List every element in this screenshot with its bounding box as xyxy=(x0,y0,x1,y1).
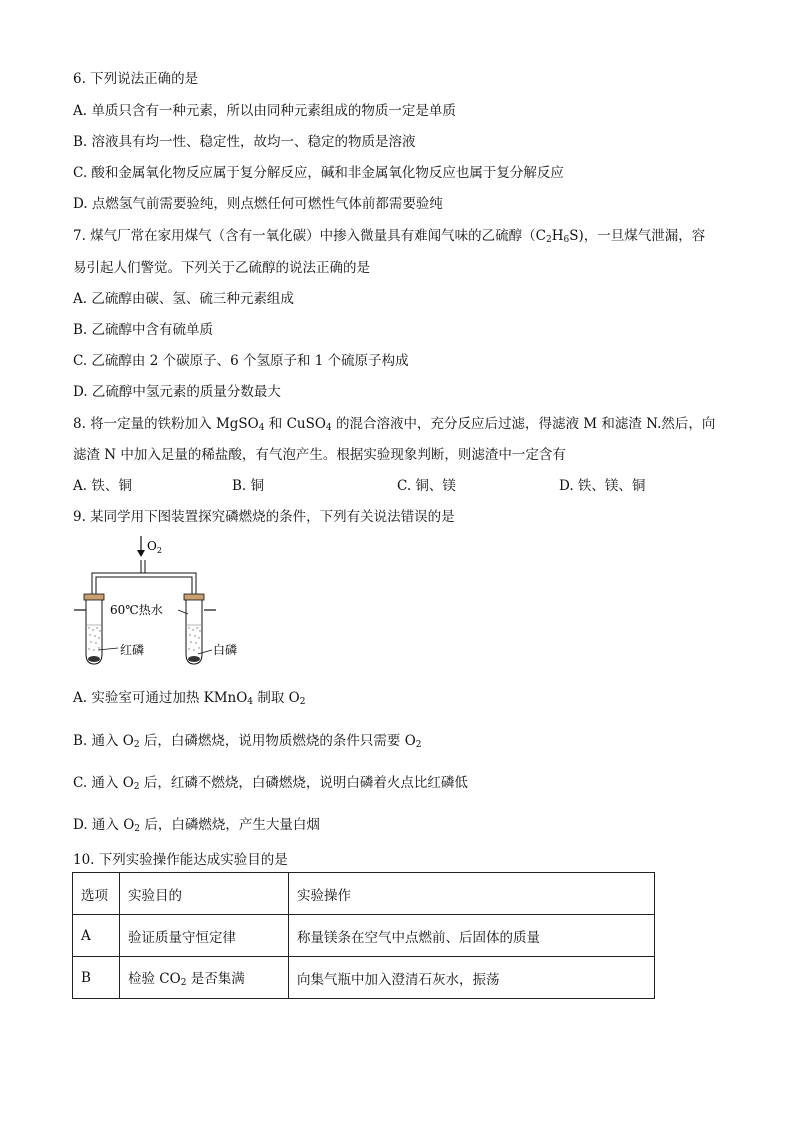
q9-d-text-pre: D. 通入 O xyxy=(73,817,135,833)
row-b-operation: 向集气瓶中加入澄清石灰水，振荡 xyxy=(289,957,655,999)
table-header-row xyxy=(73,873,655,915)
row-b-goal-sub: 2 xyxy=(180,978,187,988)
header-operation: 实验操作 xyxy=(289,873,655,915)
q8-option-c: C. 铜、镁 xyxy=(397,478,456,494)
red-phosphorus-label: 红磷 xyxy=(120,643,145,657)
q8-option-d: D. 铁、镁、铜 xyxy=(559,478,646,494)
q9-b-sub2: 2 xyxy=(415,740,422,750)
hot-water-label: 60℃热水 xyxy=(110,603,163,617)
q10-experiment-table xyxy=(72,872,655,999)
q9-b-sub: 2 xyxy=(133,740,140,750)
row-a-option: A xyxy=(73,915,120,957)
q7-stem-line1 xyxy=(73,224,705,245)
q9-option-a xyxy=(73,686,305,707)
q7-option-c: C. 乙硫醇由 2 个碳原子、6 个氢原子和 1 个硫原子构成 xyxy=(73,353,409,369)
q8-mgso4-sub: 4 xyxy=(258,423,265,433)
q7-stem-line2: 易引起人们警觉。下列关于乙硫醇的说法正确的是 xyxy=(73,260,370,276)
q9-stem: 9. 某同学用下图装置探究磷燃烧的条件，下列有关说法错误的是 xyxy=(73,509,455,525)
header-option: 选项 xyxy=(73,873,120,915)
table-row xyxy=(73,957,655,999)
row-b-goal-pre: 检验 CO xyxy=(128,971,181,987)
row-a-operation: 称量镁条在空气中点燃前、后固体的质量 xyxy=(289,915,655,957)
q6-stem: 6. 下列说法正确的是 xyxy=(73,71,199,87)
q6-option-c: C. 酸和金属氧化物反应属于复分解反应，碱和非金属氧化物反应也属于复分解反应 xyxy=(73,165,564,181)
q7-option-b: B. 乙硫醇中含有硫单质 xyxy=(73,322,214,338)
q8-stem-line1 xyxy=(73,412,715,433)
white-phosphorus-label: 白磷 xyxy=(213,643,238,657)
q8-cuso4-sub: 4 xyxy=(325,423,332,433)
row-b-option: B xyxy=(73,957,120,999)
q7-stem-text-a: 7. 煤气厂常在家用煤气（含有一氧化碳）中掺入微量具有难闻气味的乙硫醇（C xyxy=(73,228,546,244)
q7-option-a: A. 乙硫醇由碳、氢、硫三种元素组成 xyxy=(73,291,294,307)
q7-option-d: D. 乙硫醇中氢元素的质量分数最大 xyxy=(73,384,281,400)
q9-b-text-pre: B. 通入 O xyxy=(73,733,134,749)
row-b-goal xyxy=(120,957,289,999)
q9-a-sub2: 2 xyxy=(299,697,306,707)
q9-c-sub: 2 xyxy=(133,782,140,792)
q6-option-b: B. 溶液具有均一性、稳定性，故均一、稳定的物质是溶液 xyxy=(73,134,416,150)
q9-d-text-mid: 后，白磷燃烧，产生大量白烟 xyxy=(140,817,320,833)
row-b-goal-post: 是否集满 xyxy=(186,971,245,987)
table-row xyxy=(73,915,655,957)
q8-stem-text-a: 8. 将一定量的铁粉加入 MgSO xyxy=(73,416,259,432)
q6-option-a: A. 单质只含有一种元素，所以由同种元素组成的物质一定是单质 xyxy=(73,103,456,119)
q8-stem-text-b: 和 CuSO xyxy=(264,416,326,432)
phosphorus-combustion-apparatus xyxy=(70,532,260,674)
row-a-goal: 验证质量守恒定律 xyxy=(120,915,289,957)
q10-stem: 10. 下列实验操作能达成实验目的是 xyxy=(73,852,288,868)
q8-stem-line2: 滤渣 N 中加入足量的稀盐酸，有气泡产生。根据实验现象判断，则滤渣中一定含有 xyxy=(73,447,566,463)
q7-formula-sub-h: 6 xyxy=(563,235,570,245)
q9-a-text-pre: A. 实验室可通过加热 KMnO xyxy=(73,690,248,706)
q7-stem-text-c: S)，一旦煤气泄漏，容 xyxy=(569,228,706,244)
q9-a-sub: 4 xyxy=(247,697,254,707)
o2-label: $O_2$ xyxy=(147,539,162,555)
q8-option-b: B. 铜 xyxy=(232,478,265,494)
q6-option-d: D. 点燃氢气前需要验纯，则点燃任何可燃性气体前都需要验纯 xyxy=(73,196,443,212)
q8-stem-text-c: 的混合溶液中，充分反应后过滤，得滤液 M 和滤渣 N.然后，向 xyxy=(331,416,716,432)
q9-option-c xyxy=(73,771,468,792)
q9-option-d xyxy=(73,813,320,834)
q9-b-text-mid: 后，白磷燃烧，说用物质燃烧的条件只需要 O xyxy=(139,733,416,749)
q9-a-text-mid: 制取 O xyxy=(253,690,300,706)
q9-d-sub: 2 xyxy=(134,824,141,834)
q9-c-text-mid: 后，红磷不燃烧，白磷燃烧，说明白磷着火点比红磷低 xyxy=(139,775,468,791)
q7-stem-text-b: H xyxy=(551,228,564,244)
q9-c-text-pre: C. 通入 O xyxy=(73,775,134,791)
q8-option-a: A. 铁、铜 xyxy=(73,478,132,494)
q9-option-b xyxy=(73,729,422,750)
q7-formula-sub-c: 2 xyxy=(546,235,552,245)
header-goal: 实验目的 xyxy=(120,873,289,915)
